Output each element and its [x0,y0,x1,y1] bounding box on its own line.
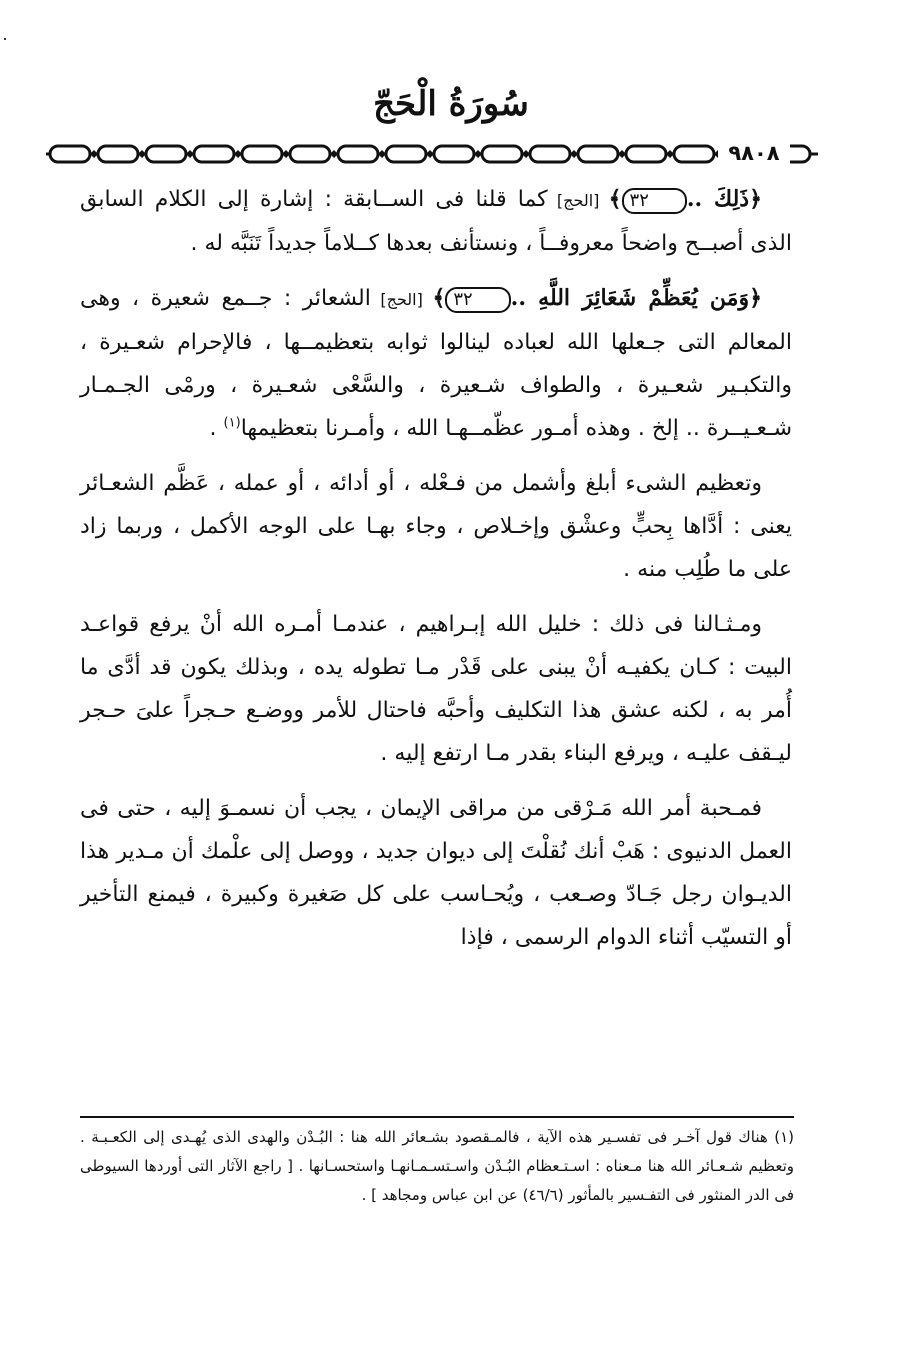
ornament-oval [290,146,330,162]
paragraph [80,462,792,591]
footnote-separator [80,1116,794,1118]
ornament-oval [578,146,618,162]
ornament-oval [50,146,90,162]
body-text [80,178,792,971]
footnotes [80,1123,794,1210]
ornament-oval [530,146,570,162]
footnote-reference: (١) [223,415,241,431]
surah-reference: [الحج] [547,191,609,210]
quran-bracket: ﴿ [749,187,762,212]
ornament-oval [434,146,474,162]
paragraph-text: وتعظيم الشىء أبلغ وأشمل من فـعْله ، أو أدائه ، أو عمله ، عَظَّم الشعـائر يعنى : أدَّاها بِحبٍّ وعشْق وإخـلاص ، وجاء بهـا على الوجه الأكمل ، وربما زاد على ما طُلِب منه . [80,471,792,582]
ornament-oval [482,146,522,162]
ornament-oval [242,146,282,162]
header-ornament-band [44,140,820,168]
ornament-oval [98,146,138,162]
paragraph [80,178,792,265]
paragraph [80,277,792,450]
verse-number-badge: ٣٢ [445,287,510,313]
page-number: ٩٨٠٨ [718,139,790,167]
paragraph [80,787,792,959]
ornament-oval [146,146,186,162]
quran-bracket: ﴾ [608,187,622,212]
verse-number-badge: ٣٢ [622,188,687,214]
header-ornament-chain [44,140,820,168]
quran-bracket: ﴾ [432,286,446,311]
footnote-text: (١) هناك قول آخـر فى تفسـير هذه الآية ، فالمـقصود بشـعائر الله هنا : البُـدْن والهدى الذى يُهـدى إلى الكعـبـة . وتعظيم شـعـائر الله هنا مـعناه : اسـتـعظام البُـدْن واسـتسـمـانهـا واستحسـانها . [ راجع الآثار التى أوردها السيوطى فى الدر المنثور فى التفـسير بالمأثور (٤٦/٦) عن ابن عباس ومجاهد ] . [80,1128,794,1204]
ornament-oval [626,146,666,162]
ornament-oval [338,146,378,162]
paragraph [80,603,792,775]
ornament-oval [194,146,234,162]
quran-bracket: ﴿ [749,286,762,311]
quran-quote: ذَلِكَ .. [686,186,750,212]
paragraph-text: كما قلنا فى الســابقة : إشارة إلى الكلام السابق الذى أصبــح واضحاً معروفــاً ، ونستأنف بعدها كــلاماً جديداً تَنَبَّه له . [80,187,792,256]
ornament-oval [386,146,426,162]
surah-title: سُورَةُ الْحَجّ [373,84,529,124]
crop-mark [4,38,6,40]
paragraph-text: فمـحبة أمر الله مَـرْقى من مراقى الإيمان ، يجب أن نسمـوَ إليه ، حتى فى العمل الدنيوى : هَبْ أنك نُقلْتَ إلى ديوان جديد ، ووصل إلى علْمك أن مـدير هذا الديـوان رجل جَـادّ وصـعب ، ويُحـاسب على كل صَغيرة وكبيرة ، فيمنع التأخير أو التسيّب أثناء الدوام الرسمى ، فإذا [80,796,792,950]
ornament-oval [674,146,714,162]
quran-quote: وَمَن يُعَظِّمْ شَعَائِرَ اللَّهِ .. [510,285,750,311]
surah-reference: [الحج] [370,290,433,309]
paragraph-text: ومـثـالنا فى ذلك : خليل الله إبـراهيم ، عندمـا أمـره الله أنْ يرفع قواعـد البيت : كـان يكفيـه أنْ يبنى على قَدْر مـا تطوله يده ، وبذلك يكون قد أدَّى ما أُمر به ، لكنه عشق هذا التكليف وأحبَّه فاحتال للأمر ووضـع حـجراً علىَ حـجر ليـقف عليـه ، ويرفع البناء بقدر مـا ارتفع إليه . [80,612,792,766]
paragraph-text: . [209,416,224,441]
paragraph-text: الشعائر : جــمع شعيرة ، وهى المعالم التى جـعلها الله لعباده لينالوا ثوابه بتعظيمــها ، فالإحرام شعـيرة ، والتكبـير شعـيرة ، والطواف شـعيرة ، والسَّعْى شعـيرة ، ورمْى الجـمـار شـعـيــرة .. إلخ . وهذه أمـور عظّمــهـا الله ، وأمـرنا بتعظيمها [80,286,792,441]
